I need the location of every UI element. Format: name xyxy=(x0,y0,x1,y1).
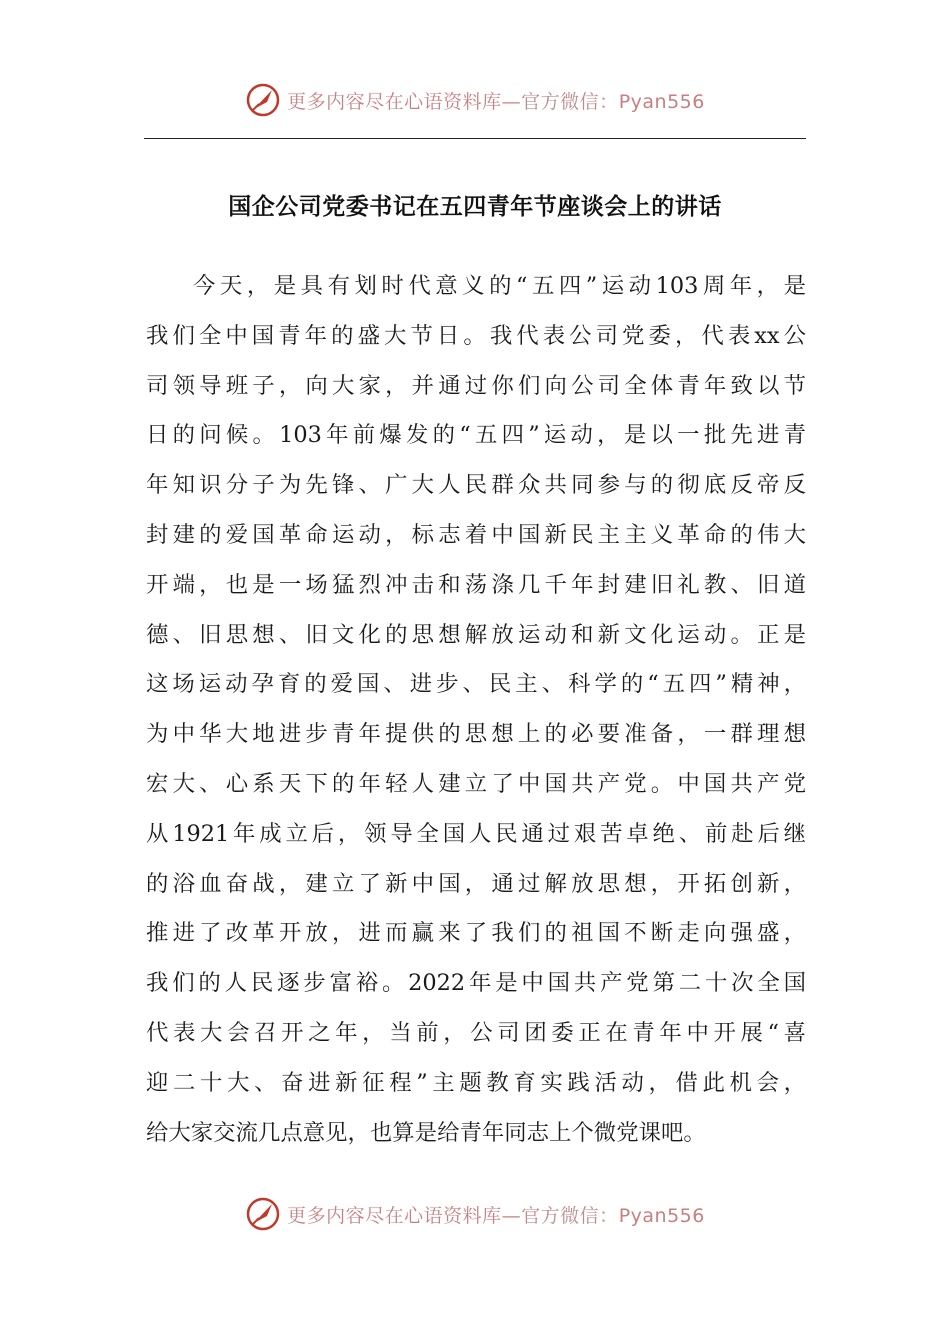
body-line: 代表大会召开之年，当前，公司团委正在青年中开展“喜 xyxy=(146,1019,806,1046)
footer-banner xyxy=(0,1194,950,1234)
header-banner xyxy=(0,80,950,120)
document-body xyxy=(146,262,806,1158)
body-line: 的浴血奋战，建立了新中国，通过解放思想，开拓创新， xyxy=(146,870,806,897)
body-line: 给大家交流几点意见，也算是给青年同志上个微党课吧。 xyxy=(146,1119,706,1146)
body-line: 这场运动孕育的爱国、进步、民主、科学的“五四”精神， xyxy=(146,671,806,698)
body-line: 宏大、心系天下的年轻人建立了中国共产党。中国共产党 xyxy=(146,770,806,797)
body-line: 我们全中国青年的盛大节日。我代表公司党委，代表xx公 xyxy=(146,322,806,349)
banner-text: 更多内容尽在心语资料库—官方微信：Pyan556 xyxy=(287,90,705,113)
banner-text: 更多内容尽在心语资料库—官方微信：Pyan556 xyxy=(287,1204,705,1227)
body-line: 封建的爱国革命运动，标志着中国新民主主义革命的伟大 xyxy=(146,521,806,548)
body-line: 日的问候。103年前爆发的“五四”运动，是以一批先进青 xyxy=(146,422,806,449)
header-rule xyxy=(144,138,806,139)
body-line: 推进了改革开放，进而赢来了我们的祖国不断走向强盛， xyxy=(146,920,806,947)
body-line: 从1921年成立后，领导全国人民通过艰苦卓绝、前赴后继 xyxy=(146,820,806,847)
quill-logo-icon xyxy=(245,82,281,118)
body-line: 开端，也是一场猛烈冲击和荡涤几千年封建旧礼教、旧道 xyxy=(146,571,806,598)
body-line: 为中华大地进步青年提供的思想上的必要准备，一群理想 xyxy=(146,721,806,748)
body-line: 今天，是具有划时代意义的“五四”运动103周年，是 xyxy=(193,273,806,299)
quill-logo-icon xyxy=(245,1196,281,1232)
body-line: 司领导班子，向大家，并通过你们向公司全体青年致以节 xyxy=(146,372,806,399)
body-line: 年知识分子为先锋、广大人民群众共同参与的彻底反帝反 xyxy=(146,472,806,499)
document-title: 国企公司党委书记在五四青年节座谈会上的讲话 xyxy=(228,194,722,220)
body-line: 迎二十大、奋进新征程”主题教育实践活动，借此机会， xyxy=(146,1069,806,1096)
body-line: 德、旧思想、旧文化的思想解放运动和新文化运动。正是 xyxy=(146,621,806,648)
body-line: 我们的人民逐步富裕。2022年是中国共产党第二十次全国 xyxy=(146,970,806,997)
